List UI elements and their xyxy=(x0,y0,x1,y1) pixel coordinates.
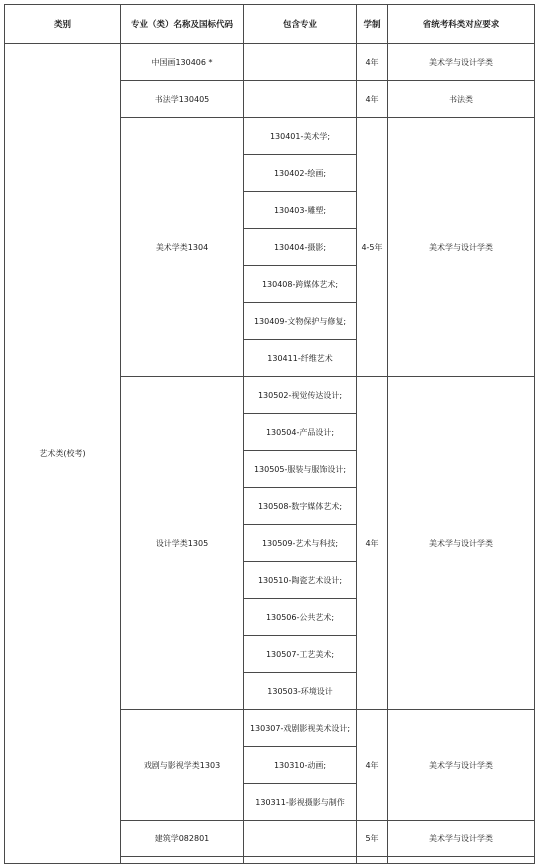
major-name: 建筑学082801 xyxy=(121,821,244,857)
empty-cell xyxy=(244,857,357,864)
category-cell: 艺术类(校考) xyxy=(5,44,121,864)
major-name: 书法学130405 xyxy=(121,81,244,118)
header-category: 类别 xyxy=(5,5,121,44)
empty-cell xyxy=(357,857,388,864)
empty-cell xyxy=(388,857,535,864)
included-major: 130401-美术学; xyxy=(244,118,357,155)
included-major: 130402-绘画; xyxy=(244,155,357,192)
included-major: 130506-公共艺术; xyxy=(244,599,357,636)
empty-cell xyxy=(121,857,244,864)
header-requirement: 省统考科类对应要求 xyxy=(388,5,535,44)
included-major: 130509-艺术与科技; xyxy=(244,525,357,562)
included-major: 130502-视觉传达设计; xyxy=(244,377,357,414)
header-included: 包含专业 xyxy=(244,5,357,44)
included-major: 130505-服装与服饰设计; xyxy=(244,451,357,488)
requirement-cell: 美术学与设计学类 xyxy=(388,118,535,377)
major-name: 戏剧与影视学类1303 xyxy=(121,710,244,821)
requirement-cell: 美术学与设计学类 xyxy=(388,44,535,81)
header-duration: 学制 xyxy=(357,5,388,44)
included-major: 130311-影视摄影与制作 xyxy=(244,784,357,821)
included-major xyxy=(244,821,357,857)
header-row xyxy=(5,5,535,44)
included-major: 130510-陶瓷艺术设计; xyxy=(244,562,357,599)
requirement-cell: 书法类 xyxy=(388,81,535,118)
included-major xyxy=(244,81,357,118)
included-major: 130409-文物保护与修复; xyxy=(244,303,357,340)
duration-cell: 4年 xyxy=(357,377,388,710)
included-major: 130310-动画; xyxy=(244,747,357,784)
included-major: 130411-纤维艺术 xyxy=(244,340,357,377)
major-name: 设计学类1305 xyxy=(121,377,244,710)
duration-cell: 4年 xyxy=(357,44,388,81)
requirement-cell: 美术学与设计学类 xyxy=(388,377,535,710)
table-row xyxy=(5,44,535,81)
included-major xyxy=(244,44,357,81)
included-major: 130307-戏剧影视美术设计; xyxy=(244,710,357,747)
major-name: 中国画130406 * xyxy=(121,44,244,81)
included-major: 130404-摄影; xyxy=(244,229,357,266)
majors-table xyxy=(4,4,535,864)
included-major: 130504-产品设计; xyxy=(244,414,357,451)
major-name: 美术学类1304 xyxy=(121,118,244,377)
duration-cell: 4年 xyxy=(357,710,388,821)
included-major: 130503-环境设计 xyxy=(244,673,357,710)
duration-cell: 4-5年 xyxy=(357,118,388,377)
included-major: 130507-工艺美术; xyxy=(244,636,357,673)
requirement-cell: 美术学与设计学类 xyxy=(388,710,535,821)
header-major-code: 专业（类）名称及国标代码 xyxy=(121,5,244,44)
included-major: 130408-跨媒体艺术; xyxy=(244,266,357,303)
duration-cell: 5年 xyxy=(357,821,388,857)
included-major: 130508-数字媒体艺术; xyxy=(244,488,357,525)
duration-cell: 4年 xyxy=(357,81,388,118)
included-major: 130403-雕塑; xyxy=(244,192,357,229)
requirement-cell: 美术学与设计学类 xyxy=(388,821,535,857)
